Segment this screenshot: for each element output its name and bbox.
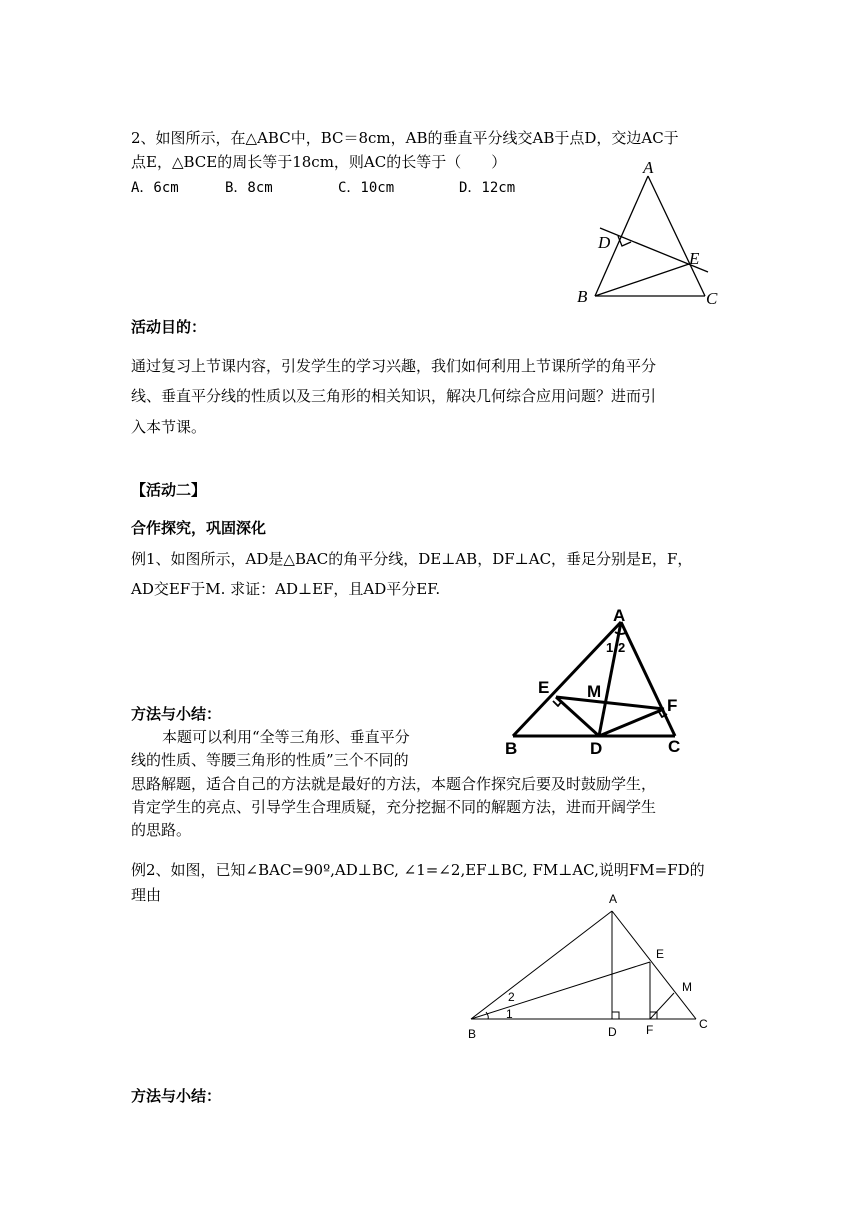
activity2-subheading: 合作探究，巩固深化 xyxy=(131,519,267,537)
ex2-label-e: E xyxy=(656,947,665,961)
example1-line1: 例1、如图所示，AD是△BAC的角平分线，DE⊥AB，DF⊥AC，垂足分别是E，F， xyxy=(131,550,693,568)
ex1-label-a: A xyxy=(613,606,626,625)
example1-line2: AD交EF于M. 求证：AD⊥EF，且AD平分EF. xyxy=(131,580,441,598)
method1-line3: 思路解题，适合自己的方法就是最好的方法，本题合作探究后要及时鼓励学生， xyxy=(131,775,657,793)
q2-label-c: C xyxy=(706,289,718,308)
q2-label-e: E xyxy=(689,249,700,268)
ex1-label-angle2: 2 xyxy=(618,640,626,655)
q2-option-d: D．12cm xyxy=(459,180,516,196)
ex2-segment-ac xyxy=(612,911,696,1019)
q2-option-b: B．8cm xyxy=(225,180,273,196)
ex1-label-d: D xyxy=(590,739,603,758)
ex2-segment-be xyxy=(471,962,650,1019)
ex2-label-a: A xyxy=(609,892,618,906)
purpose-line3: 入本节课。 xyxy=(131,418,207,436)
ex2-label-angle1: 1 xyxy=(506,1007,513,1021)
method1-line4: 肯定学生的亮点、引导学生合理质疑，充分挖掘不同的解题方法，进而开阔学生 xyxy=(131,798,657,816)
q2-label-d: D xyxy=(598,233,611,252)
q2-option-c: C．10cm xyxy=(338,180,395,196)
method1-heading: 方法与小结： xyxy=(131,705,222,723)
q2-option-a: A．6cm xyxy=(131,180,179,196)
example2-line1: 例2、如图，已知∠BAC=90º,AD⊥BC, ∠1=∠2,EF⊥BC, FM⊥AC,说明FM=FD的 xyxy=(131,861,705,879)
ex2-label-angle2: 2 xyxy=(508,990,515,1004)
ex1-label-f: F xyxy=(667,696,678,715)
purpose-heading: 活动目的： xyxy=(131,318,207,336)
ex1-label-b: B xyxy=(505,739,518,758)
q2-line2: 点E，△BCE的周长等于18cm，则AC的长等于（ ） xyxy=(131,153,507,171)
q2-label-b: B xyxy=(577,287,588,306)
ex2-label-f: F xyxy=(646,1023,654,1037)
method1-line1: 本题可以利用“全等三角形、垂直平分 xyxy=(162,728,410,746)
example2-line2: 理由 xyxy=(131,886,162,904)
ex2-label-m: M xyxy=(682,980,692,994)
ex2-angle-arc xyxy=(486,1012,488,1019)
purpose-line2: 线、垂直平分线的性质以及三角形的相关知识，解决几何综合应用问题？进而引 xyxy=(131,387,657,405)
ex1-label-m: M xyxy=(587,682,602,701)
ex2-label-c: C xyxy=(699,1017,708,1031)
ex2-right-angle-d xyxy=(612,1012,619,1019)
method1-line2: 线的性质、等腰三角形的性质”三个不同的 xyxy=(131,751,409,769)
ex2-label-b: B xyxy=(468,1027,477,1041)
method2-heading: 方法与小结： xyxy=(131,1087,222,1105)
ex2-segment-ba xyxy=(471,911,612,1019)
q2-label-a: A xyxy=(643,158,654,177)
activity2-heading: 【活动二】 xyxy=(131,481,207,499)
ex1-label-e: E xyxy=(538,678,550,697)
method1-line5: 的思路。 xyxy=(131,821,192,839)
q2-line1: 2、如图所示，在△ABC中，BC＝8cm，AB的垂直平分线交AB于点D，交边AC于 xyxy=(131,129,679,147)
ex1-label-c: C xyxy=(668,737,681,756)
purpose-line1: 通过复习上节课内容，引发学生的学习兴趣，我们如何利用上节课所学的角平分 xyxy=(131,357,657,375)
ex2-segment-fm xyxy=(650,993,674,1019)
ex1-label-angle1: 1 xyxy=(606,640,614,655)
ex2-label-d: D xyxy=(608,1025,617,1039)
